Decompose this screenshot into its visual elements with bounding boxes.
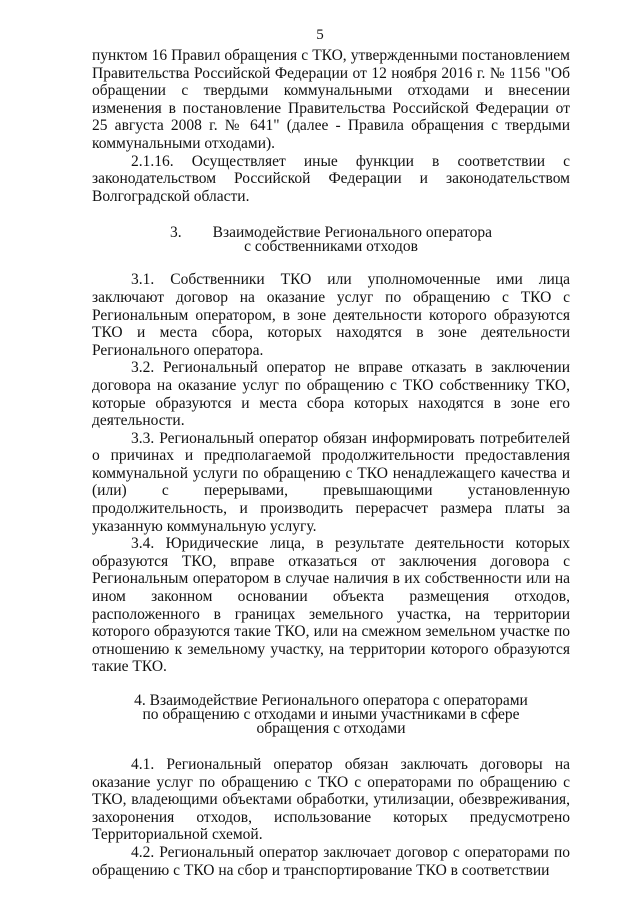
section-3-heading-line-2: с собственниками отходов: [244, 238, 418, 256]
section-4-heading: [92, 694, 570, 736]
section-3-heading-line-1: 3. Взаимодействие Регионального оператора: [169, 224, 492, 242]
section-4-heading-line-3: обращения с отходами: [256, 720, 406, 737]
section-3-heading: [92, 226, 570, 254]
intro-paragraph: пунктом 16 Правил обращения с ТКО, утвержденными постановлением Правительства Российской Федерации от 12 ноября 2016 г. № 1156 "Об обращении с твердыми коммунальными отходами и внесении изменения в постановление Правительства Российской Федерации от 25 августа 2008 г. № 641" (далее - Правила обращения с твердыми коммунальными отходами).: [92, 47, 570, 152]
paragraph-3-1: 3.1. Собственники ТКО или уполномоченные ими лица заключают договор на оказание услуг по обращению с ТКО с Региональным оператором, в зоне деятельности которого образуются ТКО и места сбора, которых находятся в зоне деятельности Регионального оператора.: [92, 271, 570, 359]
section-4-heading-line-2: по обращению с отходами и иными участниками в сфере: [142, 706, 520, 723]
paragraph-2-1-16: 2.1.16. Осуществляет иные функции в соответствии с законодательством Российской Федерации и законодательством Волгоградской области.: [92, 152, 570, 205]
section-4-heading-line-1: 4. Взаимодействие Регионального оператора с операторами: [134, 692, 528, 709]
paragraph-4-2: 4.2. Региональный оператор заключает договор с операторами по обращению с ТКО на сбор и транспортирование ТКО в соответствии: [92, 843, 570, 879]
paragraph-3-4: 3.4. Юридические лица, в результате деятельности которых образуются ТКО, вправе отказаться от заключения договора с Региональным оператором в случае наличия в их собственности или на ином законном основании объекта размещения отходов, расположенного в границах земельного участка, на территории которого образуются такие ТКО, или на смежном земельном участке по отношению к земельному участку, на территории которого образуются такие ТКО.: [92, 535, 570, 676]
paragraph-4-1: 4.1. Региональный оператор обязан заключать договоры на оказание услуг по обращению с ТКО с операторами по обращению с ТКО, владеющими объектами обработки, утилизации, обезвреживания, захоронения отходов, использование которых предусмотрено Территориальной схемой.: [92, 756, 570, 844]
paragraph-3-3: 3.3. Региональный оператор обязан информировать потребителей о причинах и предполагаемой продолжительности предоставления коммунальной услуги по обращению с ТКО ненадлежащего качества и (или) с перерывами, превышающими установленную продолжительность, и производить перерасчет размера платы за указанную коммунальную услугу.: [92, 429, 570, 535]
paragraph-3-2: 3.2. Региональный оператор не вправе отказать в заключении договора на оказание услуг по обращению с ТКО собственнику ТКО, которые образуются и места сбора которых находятся в зоне его деятельности.: [92, 359, 570, 430]
document-body: [92, 47, 570, 879]
page-number: 5: [316, 27, 324, 43]
